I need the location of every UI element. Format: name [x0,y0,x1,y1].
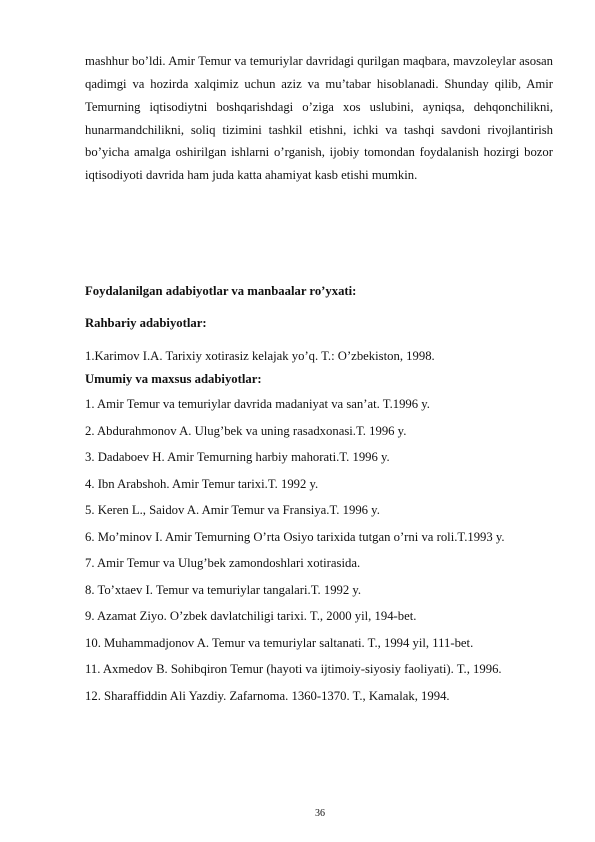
reference-item: 6. Mo’minov I. Amir Temurning O’rta Osiyo tarixida tutgan o’rni va roli.T.1993 y. [85,529,505,544]
sources-heading: Foydalanilgan adabiyotlar va manbaalar ro’yxati: [85,284,357,298]
reference-item: 1. Amir Temur va temuriylar davrida madaniyat va san’at. T.1996 y. [85,397,430,411]
reference-item: 4. Ibn Arabshoh. Amir Temur tarixi.T. 1992 y. [85,476,319,491]
reference-item: 8. To’xtaev I. Temur va temuriylar tangalari.T. 1992 y. [85,582,362,597]
main-literature-heading: Rahbariy adabiyotlar: [85,316,207,330]
body-paragraph: mashhur bo’ldi. Amir Temur va temuriylar davridagi qurilgan maqbara, mavzoleylar asosan qadimgi va hozirda xalqimiz uchun aziz va mu’tabar hisoblanadi. Shunday qilib, Amir Temurning iqtisodiytni boshqarishdagi o’ziga xos uslubini, ayniqsa, dehqonchilikni, hunarmandchilikni, soliq tizimini tashkil etishni, ichki va tashqi savdoni rivojlantirish bo’yicha amalga oshirilgan ishlarni o’rganish, ijobiy tomondan foydalanish hozirgi bozor iqtisodiyoti davrida ham juda katta ahamiyat kasb etishi mumkin. [85,54,553,183]
reference-item: 10. Muhammadjonov A. Temur va temuriylar saltanati. T., 1994 yil, 111-bet. [85,635,474,650]
general-literature-heading: Umumiy va maxsus adabiyotlar: [85,372,262,386]
reference-item: 12. Sharaffiddin Ali Yazdiy. Zafarnoma. 1360-1370. T., Kamalak, 1994. [85,688,450,703]
reference-item: 7. Amir Temur va Ulug’bek zamondoshlari xotirasida. [85,556,361,570]
reference-item: 3. Dadaboev H. Amir Temurning harbiy mahorati.T. 1996 y. [85,450,390,464]
reference-list [85,397,505,715]
page-number: 36 [315,808,325,819]
reference-item: 5. Keren L., Saidov A. Amir Temur va Fransiya.T. 1996 y. [85,503,380,517]
reference-item: 9. Azamat Ziyo. O’zbek davlatchiligi tarixi. T., 2000 yil, 194-bet. [85,609,417,623]
main-literature-item: 1.Karimov I.A. Tarixiy xotirasiz kelajak yo’q. T.: O’zbekiston, 1998. [85,349,435,363]
reference-item: 2. Abdurahmonov A. Ulug’bek va uning rasadxonasi.T. 1996 y. [85,423,407,438]
reference-item: 11. Axmedov B. Sohibqiron Temur (hayoti va ijtimoiy-siyosiy faoliyati). T., 1996. [85,662,502,676]
